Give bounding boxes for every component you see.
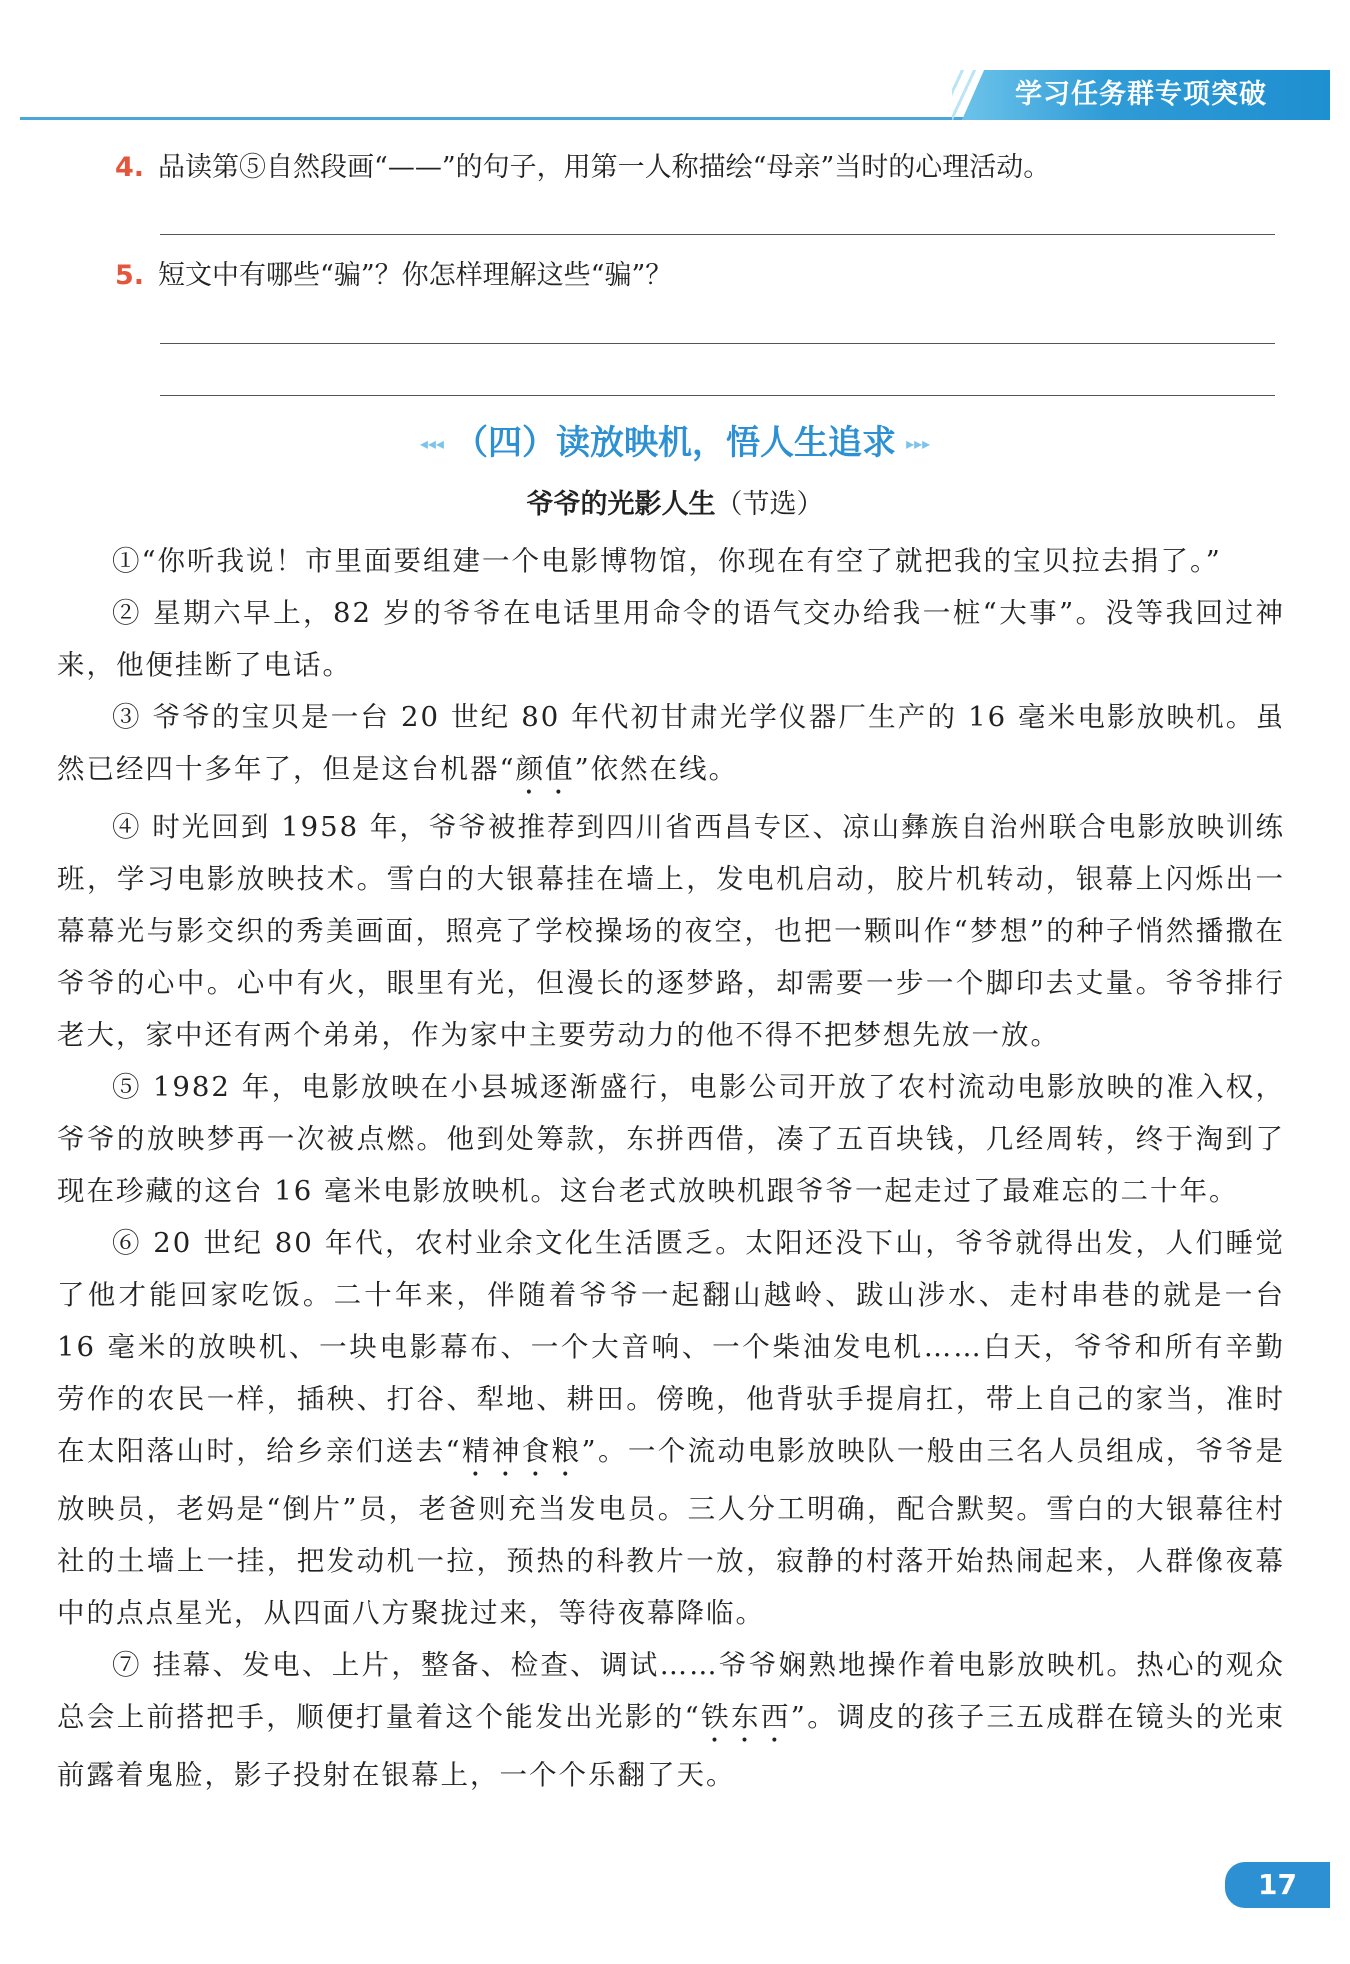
page-number: 17: [1225, 1862, 1330, 1908]
emphasis-dots: 颜值: [515, 753, 575, 785]
paragraph-7-text-end: ”。调皮的孩子三五成群在镜头的光束前露着鬼脸，影子投射在银幕上，一个个乐翻了天。: [57, 1701, 1286, 1791]
article-title-main: 爷爷的光影人生: [526, 489, 716, 520]
triangle-right-icon: ▸▸▸: [906, 433, 931, 453]
paragraph-2: ② 星期六早上，82 岁的爷爷在电话里用命令的语气交办给我一桩“大事”。没等我回过神来，他便挂断了电话。: [57, 597, 1285, 681]
paragraph-4: ④ 时光回到 1958 年，爷爷被推荐到四川省西昌专区、凉山彝族自治州联合电影放映训练班，学习电影放映技术。雪白的大银幕挂在墙上，发电机启动，胶片机转动，银幕上闪烁出一幕幕光与影交织的秀美画面，照亮了学校操场的夜空，也把一颗叫作“梦想”的种子悄然播撒在爷爷的心中。心中有火，眼里有光，但漫长的逐梦路，却需要一步一个脚印去丈量。爷爷排行老大，家中还有两个弟弟，作为家中主要劳动力的他不得不把梦想先放一放。: [57, 811, 1285, 1051]
question-number: 4.: [115, 152, 145, 183]
paragraph-5: ⑤ 1982 年，电影放映在小县城逐渐盛行，电影公司开放了农村流动电影放映的准入权，爷爷的放映梦再一次被点燃。他到处筹款，东拼西借，凑了五百块钱，几经周转，终于淘到了现在珍藏的这台 16 毫米电影放映机。这台老式放映机跟爷爷一起走过了最难忘的二十年。: [57, 1071, 1285, 1207]
header-tab-label: 学习任务群专项突破: [1015, 79, 1267, 110]
question-text: 短文中有哪些“骗”？你怎样理解这些“骗”？: [158, 260, 673, 291]
paragraph-3-text: ③ 爷爷的宝贝是一台 20 世纪 80 年代初甘肃光学仪器厂生产的 16 毫米电影放映机。虽然已经四十多年了，但是这台机器“: [57, 701, 1285, 785]
answer-line[interactable]: [160, 395, 1275, 396]
paragraph-7-text: ⑦ 挂幕、发电、上片，整备、检查、调试……爷爷娴熟地操作着电影放映机。热心的观众总会上前搭把手，顺便打量着这个能发出光影的“: [57, 1649, 1285, 1733]
answer-line[interactable]: [160, 234, 1275, 235]
paragraph-6-text-end: ”。一个流动电影放映队一般由三名人员组成，爷爷是放映员，老妈是“倒片”员，老爸则充当发电员。三人分工明确，配合默契。雪白的大银幕往村社的土墙上一挂，把发动机一拉，预热的科教片一放，寂静的村落开始热闹起来，人群像夜幕中的点点星光，从四面八方聚拢过来，等待夜幕降临。: [57, 1435, 1285, 1629]
paragraph-3: [57, 691, 1285, 801]
emphasis-dots: 精神食粮: [461, 1435, 582, 1467]
paragraph-7: [57, 1639, 1285, 1801]
question-5: [115, 256, 672, 296]
section-heading: [0, 415, 1350, 471]
paragraph-6: [57, 1217, 1285, 1639]
article-title-note: （节选）: [715, 489, 824, 520]
article-body: [57, 535, 1285, 1801]
question-text: 品读第⑤自然段画“——”的句子，用第一人称描绘“母亲”当时的心理活动。: [158, 152, 1051, 183]
triangle-left-icon: ◂◂◂: [419, 433, 444, 453]
answer-line[interactable]: [160, 343, 1275, 344]
emphasis-dots: 铁东西: [700, 1701, 791, 1733]
section-title: （四）读放映机，悟人生追求: [454, 423, 896, 463]
paragraph-6-text: ⑥ 20 世纪 80 年代，农村业余文化生活匮乏。太阳还没下山，爷爷就得出发，人们睡觉了他才能回家吃饭。二十年来，伴随着爷爷一起翻山越岭、跋山涉水、走村串巷的就是一台 16 毫米的放映机、一块电影幕布、一个大音响、一个柴油发电机……白天，爷爷和所有辛勤劳作的农民一样，插秧、打谷、犁地、耕田。傍晚，他背驮手提肩扛，带上自己的家当，准时在太阳落山时，给乡亲们送去“: [57, 1227, 1285, 1467]
article-title: [0, 485, 1350, 525]
question-number: 5.: [115, 260, 145, 291]
paragraph-3-text-end: ”依然在线。: [574, 753, 739, 785]
question-4: [115, 148, 1050, 188]
paragraph-1: ①“你听我说！市里面要组建一个电影博物馆，你现在有空了就把我的宝贝拉去捐了。”: [112, 545, 1222, 577]
